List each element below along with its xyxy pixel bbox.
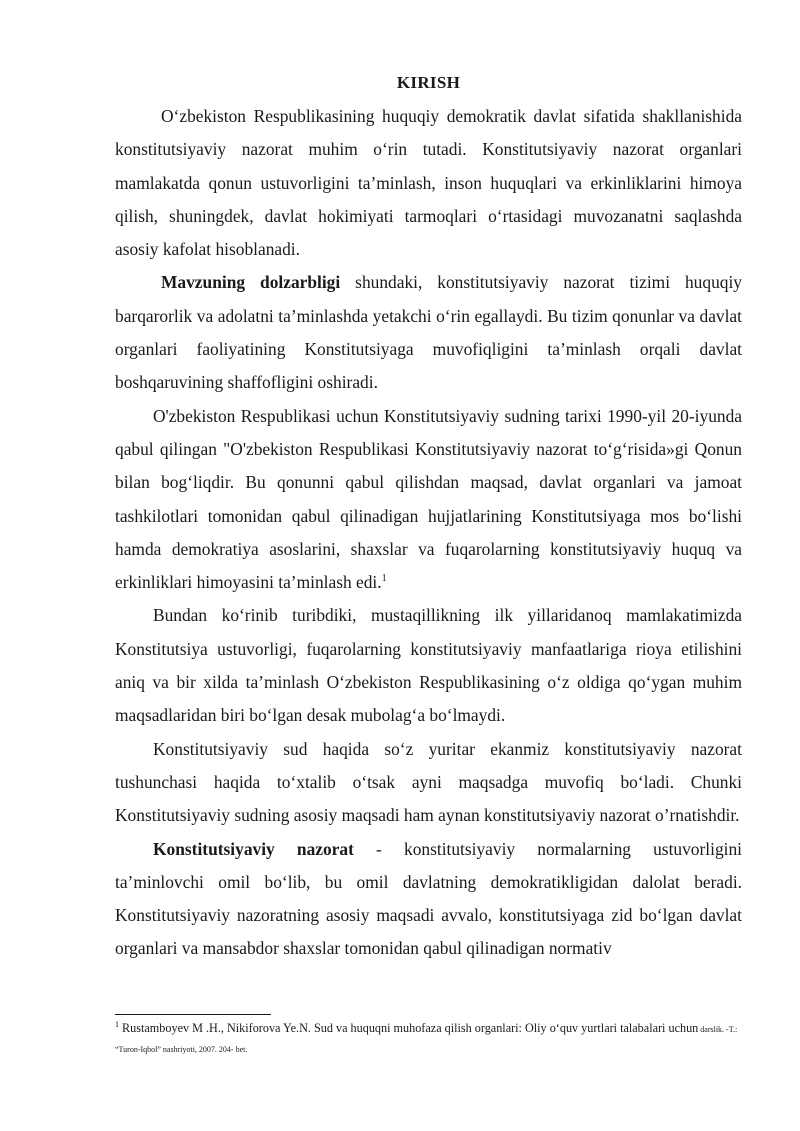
paragraph-text: Bundan ko‘rinib turibdiki, mustaqillikning ilk yillaridanoq mamlakatimizda Konstitutsiya ustuvorligi, fuqarolarning konstitutsiyaviy manfaatlariga rioya etilishini aniq va bir xilda ta’minlash O‘zbekiston Respublikasining o‘z oldiga qo‘ygan muhim maqsadlaridan biri bo‘lgan desak mubolag‘a bo‘lmaydi. xyxy=(115,605,742,726)
section-heading: KIRISH xyxy=(396,73,461,92)
paragraph-text: O‘zbekiston Respublikasining huquqiy demokratik davlat sifatida shakllanishida konstitutsiyaviy nazorat muhim o‘rin tutadi. Konstitutsiyaviy nazorat organlari mamlakatda qonun ustuvorligini ta’minlash, inson huquqlari va erkinliklarini himoya qilish, shuningdek, davlat hokimiyati tarmoqlari o‘rtasidagi muvozanatni saqlashda asosiy kafolat hisoblanadi. xyxy=(115,106,742,260)
footnote-text: Rustamboyev M .H., Nikiforova Ye.N. Sud va huquqni muhofaza qilish organlari: Oliy o‘quv yurtlari talabalari uchun xyxy=(119,1021,699,1035)
footnote-marker: 1 xyxy=(115,1019,119,1029)
bold-lead: Konstitutsiyaviy nazorat xyxy=(153,838,354,859)
paragraph-intro xyxy=(115,100,742,266)
paragraph-text: Konstitutsiyaviy sud haqida so‘z yuritar ekanmiz konstitutsiyaviy nazorat tushunchasi haqida to‘xtalib o‘tsak ayni maqsadga muvofiq bo‘ladi. Chunki Konstitutsiyaviy sudning asosiy maqsadi ham aynan konstitutsiyaviy nazorat o’rnatishdir. xyxy=(115,738,742,826)
bold-lead: Mavzuning dolzarbligi xyxy=(161,272,341,293)
paragraph-definition xyxy=(115,833,742,966)
paragraph-relevance xyxy=(115,266,742,399)
footnote-text-small: darslik. -T.: “Turon-Iqbol” nashriyoti, 2007. 204- bet. xyxy=(115,1025,738,1054)
paragraph-independence xyxy=(115,599,742,732)
paragraph-history xyxy=(115,400,742,600)
paragraph-court xyxy=(115,733,742,833)
footnote-reference: 1 xyxy=(381,573,387,585)
document-body xyxy=(115,72,742,966)
paragraph-text: shundaki, konstitutsiyaviy nazorat tizimi huquqiy barqarorlik va adolatni ta’minlashda yetakchi o‘rin egallaydi. Bu tizim qonunlar va davlat organlari faoliyatining Konstitutsiyaga muvofiqligini ta’minlash orqali davlat boshqaruvining shaffofligini oshiradi. xyxy=(115,272,742,393)
footnote xyxy=(115,1019,742,1059)
paragraph-text: O'zbekiston Respublikasi uchun Konstitutsiyaviy sudning tarixi 1990-yil 20-iyunda qabul qilingan "O'zbekiston Respublikasi Konstitutsiyaviy nazorat to‘g‘risida»gi Qonun bilan bog‘liqdir. Bu qonunni qabul qilishdan maqsad, davlat organlari va jamoat tashkilotlari tomonidan qabul qilinadigan hujjatlarining Konstitutsiyaga mos bo‘lishi hamda demokratiya asoslarini, shaxslar va fuqarolarning konstitutsiyaviy huquq va erkinliklari himoyasini ta’minlash edi. xyxy=(115,405,742,593)
paragraph-text: - konstitutsiyaviy normalarning ustuvorligini ta’minlovchi omil bo‘lib, bu omil davlatning demokratikligidan dalolat beradi. Konstitutsiyaviy nazoratning asosiy maqsadi avvalo, konstitutsiyaga zid bo‘lgan davlat organlari va mansabdor shaxslar tomonidan qabul qilinadigan normativ xyxy=(115,838,743,959)
footnote-divider xyxy=(115,1014,271,1015)
